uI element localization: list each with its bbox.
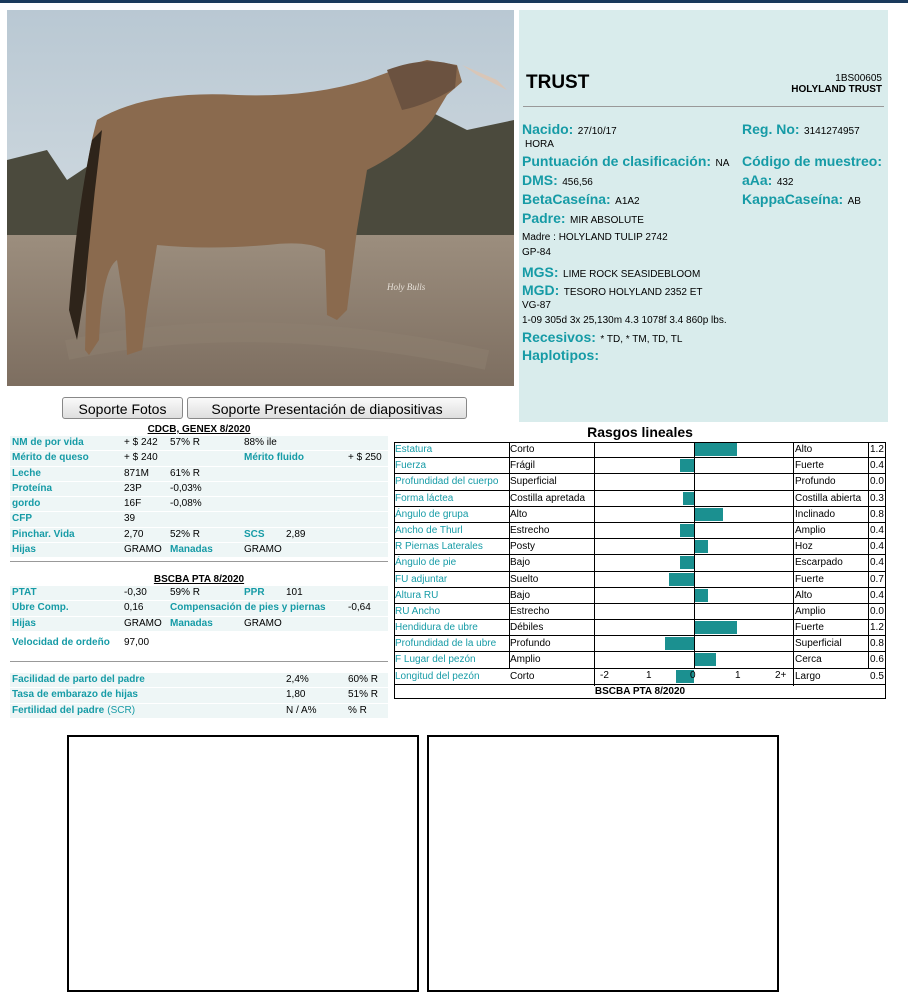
cdcb-value: + $ 240 xyxy=(124,452,158,464)
trait-value: 0.3 xyxy=(870,492,884,504)
photo-support-button[interactable]: Soporte Fotos xyxy=(62,397,183,419)
bscba-table xyxy=(10,574,388,651)
trait-value: 0.5 xyxy=(870,670,884,682)
cdcb-row xyxy=(10,436,388,451)
bscba-value: 101 xyxy=(286,587,303,598)
trait-high-label: Alto xyxy=(795,589,813,601)
reg-value: 3141274957 xyxy=(804,126,860,137)
trait-low-label: Estrecho xyxy=(510,524,550,536)
sire-value: MIR ABSOLUTE xyxy=(570,215,644,226)
trait-high-label: Amplio xyxy=(795,524,826,536)
mgd-label: MGD: xyxy=(522,282,560,298)
trait-value: 1.2 xyxy=(870,622,884,634)
bscba-value: GRAMO xyxy=(244,617,282,629)
fertility-label-extra: (SCR) xyxy=(107,704,136,716)
animal-name: TRUST xyxy=(526,72,590,93)
cdcb-value: GRAMO xyxy=(244,544,282,556)
bscba-label: Ubre Comp. xyxy=(12,602,69,614)
bscba-value: GRAMO xyxy=(124,617,162,629)
photo-signature: Holy Bulls xyxy=(387,282,426,292)
trait-value: 0.4 xyxy=(870,557,884,569)
linear-traits-footer: BSCBA PTA 8/2020 xyxy=(594,686,686,697)
trait-name: RU Ancho xyxy=(395,605,441,617)
linear-trait-row xyxy=(394,555,886,571)
scale-tick-label: 1 xyxy=(646,670,652,681)
bscba-label: PPR xyxy=(244,587,265,598)
linear-trait-row xyxy=(394,458,886,474)
cdcb-value: 871M xyxy=(124,467,150,479)
bscba-value: 0,16 xyxy=(124,602,144,614)
linear-trait-row xyxy=(394,474,886,490)
fertility-value: 60% R xyxy=(348,674,379,685)
recessives-label: Recesivos: xyxy=(522,329,596,345)
trait-low-label: Débiles xyxy=(510,622,544,634)
bscba-value: -0,64 xyxy=(348,602,371,614)
divider xyxy=(10,561,388,562)
milking-speed-value: 97,00 xyxy=(124,636,150,648)
cdcb-label: CFP xyxy=(12,513,32,525)
haplotypes-label: Haplotipos: xyxy=(522,347,599,363)
trait-name: Ángulo de grupa xyxy=(395,508,469,520)
animal-code-block xyxy=(791,73,882,95)
cdcb-label: Hijas xyxy=(12,544,36,556)
cdcb-value: 88% ile xyxy=(244,437,277,448)
mgd-value: TESORO HOLYLAND 2352 ET xyxy=(563,287,703,298)
bscba-label: Manadas xyxy=(170,617,213,629)
linear-traits-title: Rasgos lineales xyxy=(587,424,693,440)
fertility-value: % R xyxy=(348,704,367,716)
fertility-label-text: Tasa de embarazo de hijas xyxy=(12,689,138,701)
trait-low-label: Suelto xyxy=(510,573,539,585)
trait-high-label: Inclinado xyxy=(795,508,836,520)
cdcb-label: Mérito de queso xyxy=(12,452,89,464)
bscba-row xyxy=(10,586,388,601)
linear-trait-row xyxy=(394,620,886,636)
bscba-value: 59% R xyxy=(170,587,201,598)
trait-high-label: Escarpado xyxy=(795,557,843,569)
trait-bar xyxy=(665,637,694,650)
trait-name: Forma láctea xyxy=(395,492,454,504)
cdcb-label: NM de por vida xyxy=(12,437,84,448)
cdcb-row xyxy=(10,451,388,466)
trait-bar xyxy=(694,653,716,666)
trait-low-label: Bajo xyxy=(510,557,531,569)
trait-value: 0.4 xyxy=(870,541,884,553)
trait-high-label: Fuerte xyxy=(795,573,824,585)
cdcb-value: + $ 242 xyxy=(124,437,158,448)
linear-trait-row xyxy=(394,669,886,685)
trait-name: Hendidura de ubre xyxy=(395,622,478,634)
trait-name: Longitud del pezón xyxy=(395,670,480,682)
trait-low-label: Costilla apretada xyxy=(510,492,586,504)
cdcb-label: Leche xyxy=(12,467,41,479)
trait-name: Altura RU xyxy=(395,589,439,601)
recessives-value: * TD, * TM, TD, TL xyxy=(600,334,683,345)
trait-high-label: Profundo xyxy=(795,476,836,488)
dam-score: GP-84 xyxy=(522,247,551,258)
cdcb-value: 52% R xyxy=(170,528,201,540)
trait-value: 0.4 xyxy=(870,589,884,601)
dms-value: 456,56 xyxy=(562,177,593,188)
trait-bar xyxy=(680,556,694,569)
bscba-label: Compensación de pies y piernas xyxy=(170,602,326,614)
bscba-label: Hijas xyxy=(12,617,36,629)
kappa-casein-label: KappaCaseína: xyxy=(742,191,844,207)
fertility-label-text: Facilidad de parto del padre xyxy=(12,674,145,685)
trait-low-label: Profundo xyxy=(510,638,551,650)
trait-value: 1.2 xyxy=(870,444,884,455)
trait-low-label: Frágil xyxy=(510,460,536,472)
divider xyxy=(10,661,388,662)
trait-value: 0.8 xyxy=(870,508,884,520)
bscba-header: BSCBA PTA 8/2020 xyxy=(153,574,245,585)
trait-name: F Lugar del pezón xyxy=(395,654,476,666)
mgd-score: VG-87 xyxy=(522,300,551,311)
trait-low-label: Posty xyxy=(510,541,536,553)
beta-casein-value: A1A2 xyxy=(615,196,640,207)
animal-code: 1BS00605 xyxy=(835,73,882,84)
cdcb-label: SCS xyxy=(244,528,265,540)
linear-trait-row xyxy=(394,507,886,523)
milking-speed-label: Velocidad de ordeño xyxy=(12,636,110,648)
trait-name: FU adjuntar xyxy=(395,573,448,585)
cdcb-value: 61% R xyxy=(170,467,201,479)
cdcb-value: 16F xyxy=(124,498,142,510)
cdcb-label: Pinchar. Vida xyxy=(12,528,75,540)
fertility-label xyxy=(12,704,135,718)
cdcb-row xyxy=(10,512,388,527)
bscba-row xyxy=(10,617,388,632)
cdcb-value: 2,70 xyxy=(124,528,144,540)
trait-high-label: Cerca xyxy=(795,654,822,666)
empty-panel-left xyxy=(67,735,419,992)
trait-name: Estatura xyxy=(395,444,433,455)
trait-low-label: Bajo xyxy=(510,589,531,601)
fertility-value: 1,80 xyxy=(286,689,306,701)
cdcb-value: -0,03% xyxy=(170,482,202,494)
cdcb-value: + $ 250 xyxy=(348,452,382,464)
mgs-value: LIME ROCK SEASIDEBLOOM xyxy=(563,269,701,280)
trait-low-label: Superficial xyxy=(510,476,557,488)
trait-value: 0.7 xyxy=(870,573,884,585)
cdcb-value: 57% R xyxy=(170,437,201,448)
dam-value: HOLYLAND TULIP 2742 xyxy=(558,232,668,243)
cdcb-value: 39 xyxy=(124,513,136,525)
trait-bar xyxy=(694,589,708,602)
trait-low-label: Corto xyxy=(510,670,535,682)
trait-value: 0.4 xyxy=(870,524,884,536)
fertility-value: 51% R xyxy=(348,689,379,701)
trait-name: R Piernas Laterales xyxy=(395,541,483,553)
trait-bar xyxy=(680,459,694,472)
bscba-row xyxy=(10,601,388,616)
cdcb-label: Mérito fluido xyxy=(244,452,304,464)
born-label: Nacido: xyxy=(522,121,574,137)
top-border xyxy=(0,0,908,3)
bscba-label: PTAT xyxy=(12,587,37,598)
fertility-value: 2,4% xyxy=(286,674,309,685)
linear-trait-row xyxy=(394,491,886,507)
animal-info-panel xyxy=(519,10,888,422)
trait-name: Profundidad de la ubre xyxy=(395,638,497,650)
dam-label: Madre : xyxy=(522,232,556,243)
trait-high-label: Hoz xyxy=(795,541,813,553)
trait-high-label: Largo xyxy=(795,670,821,682)
fertility-table xyxy=(10,673,388,719)
sample-code-label: Código de muestreo: xyxy=(742,153,883,169)
trait-value: 0.0 xyxy=(870,605,884,617)
trait-bar xyxy=(680,524,694,537)
trait-bar xyxy=(694,443,737,456)
fertility-row xyxy=(10,673,388,688)
cdcb-value: 23P xyxy=(124,482,142,494)
trait-high-label: Amplio xyxy=(795,605,826,617)
cdcb-row xyxy=(10,497,388,512)
classification-value: NA xyxy=(715,158,730,169)
linear-trait-row xyxy=(394,539,886,555)
cdcb-value: 2,89 xyxy=(286,528,306,540)
trait-high-label: Costilla abierta xyxy=(795,492,862,504)
trait-low-label: Corto xyxy=(510,444,535,455)
cdcb-value: GRAMO xyxy=(124,544,162,556)
trait-bar xyxy=(694,540,708,553)
fertility-label-text: Fertilidad del padre xyxy=(12,704,105,716)
trait-value: 0.6 xyxy=(870,654,884,666)
divider xyxy=(523,106,884,107)
linear-trait-row xyxy=(394,572,886,588)
scale-tick-label: 1 xyxy=(735,670,741,681)
bscba-value: -0,30 xyxy=(124,587,147,598)
mgd-record: 1-09 305d 3x 25,130m 4.3 1078f 3.4 860p lbs. xyxy=(522,315,727,326)
trait-value: 0.4 xyxy=(870,460,884,472)
trait-value: 0.0 xyxy=(870,476,884,488)
cdcb-row xyxy=(10,482,388,497)
linear-traits-table xyxy=(394,442,886,685)
trait-high-label: Alto xyxy=(795,444,813,455)
reg-label: Reg. No: xyxy=(742,121,800,137)
trait-bar xyxy=(683,492,694,505)
hour-label: HORA xyxy=(525,139,554,150)
cdcb-table xyxy=(10,424,388,558)
trait-value: 0.8 xyxy=(870,638,884,650)
born-value: 27/10/17 xyxy=(577,126,617,137)
aaa-label: aAa: xyxy=(742,172,773,188)
classification-label: Puntuación de clasificación: xyxy=(522,153,712,169)
mgs-label: MGS: xyxy=(522,264,559,280)
sire-label: Padre: xyxy=(522,210,566,226)
linear-trait-row xyxy=(394,636,886,652)
cdcb-header: CDCB, GENEX 8/2020 xyxy=(147,424,251,435)
linear-trait-row xyxy=(394,604,886,620)
cdcb-row xyxy=(10,467,388,482)
trait-bar xyxy=(694,508,723,521)
empty-panel-right xyxy=(427,735,779,992)
linear-trait-row xyxy=(394,442,886,458)
trait-bar xyxy=(669,573,694,586)
trait-name: Fuerza xyxy=(395,460,427,472)
trait-low-label: Amplio xyxy=(510,654,541,666)
linear-trait-row xyxy=(394,523,886,539)
fertility-row xyxy=(10,688,388,703)
trait-bar xyxy=(694,621,737,634)
cdcb-value: -0,08% xyxy=(170,498,202,510)
linear-trait-row xyxy=(394,652,886,668)
fertility-label xyxy=(12,688,138,702)
scale-tick-label: -2 xyxy=(600,670,609,681)
trait-low-label: Estrecho xyxy=(510,605,550,617)
cdcb-row xyxy=(10,543,388,558)
trait-name: Ancho de Thurl xyxy=(395,524,463,536)
cdcb-row xyxy=(10,528,388,543)
trait-high-label: Fuerte xyxy=(795,460,824,472)
trait-high-label: Fuerte xyxy=(795,622,824,634)
scale-tick-label: 0 xyxy=(690,670,696,681)
trait-high-label: Superficial xyxy=(795,638,842,650)
slideshow-support-button[interactable]: Soporte Presentación de diapositivas xyxy=(187,397,467,419)
fertility-row xyxy=(10,704,388,719)
trait-name: Ángulo de pie xyxy=(395,557,457,569)
fertility-value: N / A% xyxy=(286,704,317,716)
animal-full-name: HOLYLAND TRUST xyxy=(791,84,882,95)
linear-trait-row xyxy=(394,588,886,604)
cdcb-label: Proteína xyxy=(12,482,53,494)
cdcb-value: Manadas xyxy=(170,544,213,556)
aaa-value: 432 xyxy=(776,177,794,188)
scale-tick-label: 2+ xyxy=(775,670,787,681)
beta-casein-label: BetaCaseína: xyxy=(522,191,611,207)
trait-low-label: Alto xyxy=(510,508,528,520)
dms-label: DMS: xyxy=(522,172,558,188)
cdcb-label: gordo xyxy=(12,498,41,510)
trait-name: Profundidad del cuerpo xyxy=(395,476,499,488)
bull-photo xyxy=(7,10,514,386)
fertility-label xyxy=(12,673,145,687)
kappa-casein-value: AB xyxy=(847,196,861,207)
